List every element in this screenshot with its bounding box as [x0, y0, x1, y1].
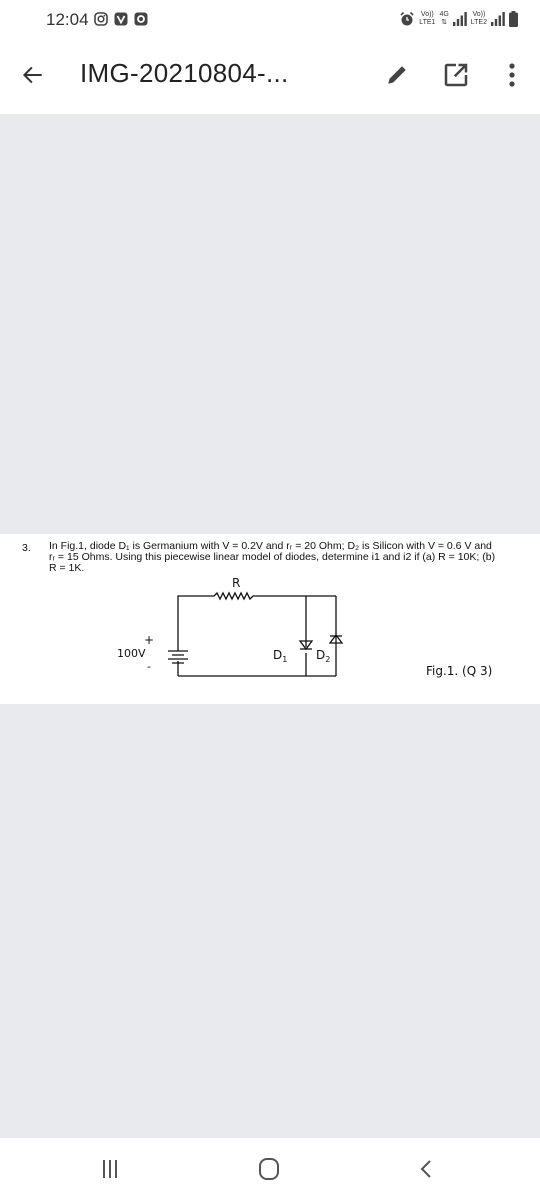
v-app-notification-icon	[114, 12, 128, 26]
alarm-icon	[399, 11, 415, 27]
home-icon[interactable]	[254, 1154, 284, 1184]
open-with-icon[interactable]	[441, 60, 471, 90]
question-line: R = 1K.	[49, 562, 85, 574]
battery-icon	[509, 11, 518, 27]
question-line: rᵣ = 15 Ohms. Using this piecewise linear model of diodes, determine i1 and i2 if (a) R = 10K; (b)	[49, 551, 496, 563]
signal-strength-2-icon	[491, 12, 505, 26]
file-title: IMG-20210804-...	[80, 58, 289, 88]
data-arrows-icon: ⇅	[441, 19, 448, 26]
recent-apps-icon[interactable]	[95, 1154, 125, 1184]
source-minus-label: -	[147, 660, 151, 673]
source-plus-label: +	[144, 633, 155, 647]
document-image	[0, 534, 540, 704]
figure-caption: Fig.1. (Q 3)	[426, 664, 493, 678]
volte1-indicator: Vo)) LTE1	[419, 11, 436, 26]
app-bar	[0, 38, 540, 114]
back-arrow-icon[interactable]	[20, 62, 46, 88]
back-nav-icon[interactable]	[412, 1154, 442, 1184]
circuit-diagram	[0, 534, 540, 704]
more-options-icon[interactable]	[500, 60, 524, 90]
app-notification-icon	[134, 12, 148, 26]
source-value-label: 100V	[117, 647, 146, 660]
resistor-label: R	[232, 576, 241, 590]
volte2-indicator: Vo)) LTE2	[470, 11, 487, 26]
question-number: 3.	[22, 542, 31, 554]
status-time: 12:04	[46, 10, 89, 29]
status-bar	[0, 0, 540, 38]
instagram-notification-icon	[94, 12, 108, 26]
status-indicators	[399, 8, 518, 30]
pencil-icon[interactable]	[382, 60, 412, 90]
signal-strength-1-icon	[453, 12, 467, 26]
diode1-label: $D_1$	[273, 648, 288, 664]
diode2-label: $D_2$	[316, 648, 331, 664]
network-type-indicator: 4G ⇅	[439, 11, 449, 26]
question-line: In Fig.1, diode D₁ is Germanium with V = 0.2V and rᵣ = 20 Ohm; D₂ is Silicon with V = 0.6 V and	[49, 540, 492, 552]
system-nav-bar	[0, 1138, 540, 1200]
image-viewer[interactable]	[0, 114, 540, 1138]
